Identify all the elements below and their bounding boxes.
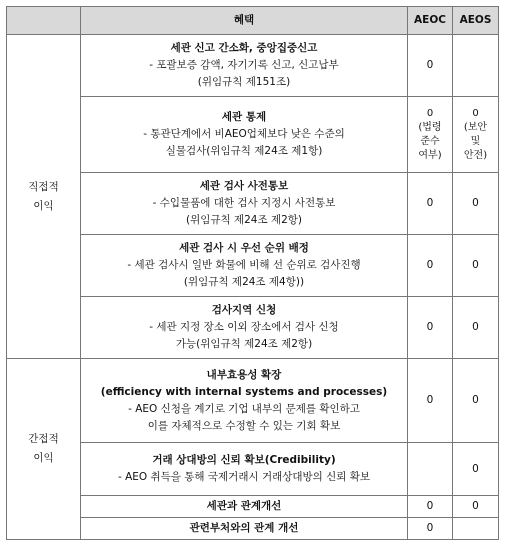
benefit-title: 세관 검사 사전통보	[199, 180, 289, 192]
aeoc-note: (법령	[418, 121, 442, 133]
table-row	[7, 235, 499, 297]
aeoc-value: 0	[426, 321, 434, 333]
aeoc-value: 0	[426, 522, 434, 534]
benefit-desc: - 통관단계에서 비AEO업체보다 낮은 수준의	[143, 128, 345, 140]
aeos-cell	[453, 97, 499, 173]
group-label: 이익	[33, 199, 54, 212]
benefit-desc: - AEO 신청을 계기로 기업 내부의 문제를 확인하고	[128, 402, 360, 415]
table-row	[7, 35, 499, 97]
benefit-desc: 가능(위임규칙 제24조 제2항)	[175, 338, 313, 350]
aeos-cell	[453, 235, 499, 297]
aeos-cell	[453, 518, 499, 540]
group-label: 이익	[33, 452, 54, 464]
group-label: 간접적	[28, 433, 59, 445]
header-row	[7, 7, 499, 35]
aeos-cell	[453, 35, 499, 97]
benefit-title: 검사지역 신청	[211, 304, 277, 316]
group-label: 직접적	[28, 180, 59, 193]
benefit-desc: - AEO 취득을 통해 국제거래시 거래상대방의 신뢰 확보	[117, 471, 371, 483]
table-row	[7, 97, 499, 173]
aeos-note: 및	[470, 135, 481, 147]
benefit-subtitle: (efficiency with internal systems and processes)	[100, 385, 388, 398]
benefit-desc: - 수입물품에 대한 검사 지정시 사전통보	[152, 197, 336, 209]
benefit-cell	[81, 235, 408, 297]
benefit-cell	[81, 35, 408, 97]
aeos-note: 안전)	[463, 149, 488, 161]
aeos-note: (보안	[463, 121, 488, 133]
benefit-cell	[81, 173, 408, 235]
aeoc-value: 0	[426, 107, 434, 119]
benefit-cell	[81, 443, 408, 496]
group-indirect-benefit	[7, 359, 81, 540]
aeos-value: 0	[472, 197, 479, 209]
aeos-cell	[453, 297, 499, 359]
benefit-desc: - 세관 검사시 일반 화물에 비해 선 순위로 검사진행	[127, 259, 361, 271]
benefit-title: 세관 신고 간소화, 중앙집중신고	[170, 42, 318, 54]
aeoc-value: 0	[426, 59, 434, 71]
aeos-value: 0	[472, 259, 479, 271]
header-benefit: 혜택	[81, 7, 408, 35]
aeoc-cell	[408, 359, 453, 443]
aeoc-cell	[408, 235, 453, 297]
benefits-table	[6, 6, 499, 540]
aeoc-value: 0	[426, 500, 434, 512]
benefit-desc: 이를 자체적으로 수정할 수 있는 기회 확보	[147, 419, 341, 432]
header-category	[7, 7, 81, 35]
aeos-cell	[453, 173, 499, 235]
aeos-value: 0	[472, 394, 479, 406]
benefit-cell	[81, 297, 408, 359]
benefit-desc: (위임규칙 제151조)	[197, 76, 291, 88]
table-row	[7, 359, 499, 443]
benefit-title: 세관과 관계개선	[206, 500, 282, 512]
aeoc-cell	[408, 443, 453, 496]
benefit-cell	[81, 359, 408, 443]
benefit-desc: 실물검사(위임규칙 제24조 제1항)	[165, 145, 323, 157]
header-aeoc: AEOC	[408, 7, 453, 35]
aeoc-value: 0	[426, 259, 434, 271]
aeoc-cell	[408, 297, 453, 359]
benefit-cell	[81, 518, 408, 540]
table-row	[7, 443, 499, 496]
aeos-value: 0	[472, 462, 479, 475]
benefit-title: 내부효용성 확장	[206, 368, 282, 381]
benefit-title: 거래 상대방의 신뢰 확보(Credibility)	[152, 454, 336, 466]
aeoc-cell	[408, 173, 453, 235]
benefit-cell	[81, 97, 408, 173]
table-row	[7, 518, 499, 540]
benefit-desc: - 세관 지정 장소 이외 장소에서 검사 신청	[149, 321, 339, 333]
aeos-value: 0	[472, 321, 479, 333]
aeos-value: 0	[472, 107, 479, 119]
aeoc-value: 0	[426, 197, 434, 209]
aeoc-cell	[408, 496, 453, 518]
aeoc-note: 여부)	[418, 149, 442, 161]
aeoc-note: 준수	[420, 135, 440, 147]
aeos-value: 0	[472, 500, 479, 512]
aeos-cell	[453, 359, 499, 443]
group-direct-benefit	[7, 35, 81, 359]
aeoc-cell	[408, 518, 453, 540]
benefit-desc: (위임규칙 제24조 제2항)	[185, 214, 303, 226]
aeoc-value: 0	[426, 394, 434, 406]
aeoc-cell	[408, 35, 453, 97]
benefit-title: 세관 검사 시 우선 순위 배정	[179, 242, 309, 254]
benefit-desc: (위임규칙 제24조 제4항))	[183, 276, 305, 288]
benefit-cell	[81, 496, 408, 518]
aeos-cell	[453, 496, 499, 518]
aeoc-cell	[408, 97, 453, 173]
header-aeos: AEOS	[453, 7, 499, 35]
benefit-desc: - 포괄보증 감액, 자기기록 신고, 신고납부	[149, 59, 339, 71]
benefit-title: 관련부처와의 관계 개선	[189, 522, 299, 534]
aeos-cell	[453, 443, 499, 496]
table-row	[7, 297, 499, 359]
benefit-title: 세관 통제	[221, 111, 267, 123]
table-row	[7, 496, 499, 518]
table-row	[7, 173, 499, 235]
